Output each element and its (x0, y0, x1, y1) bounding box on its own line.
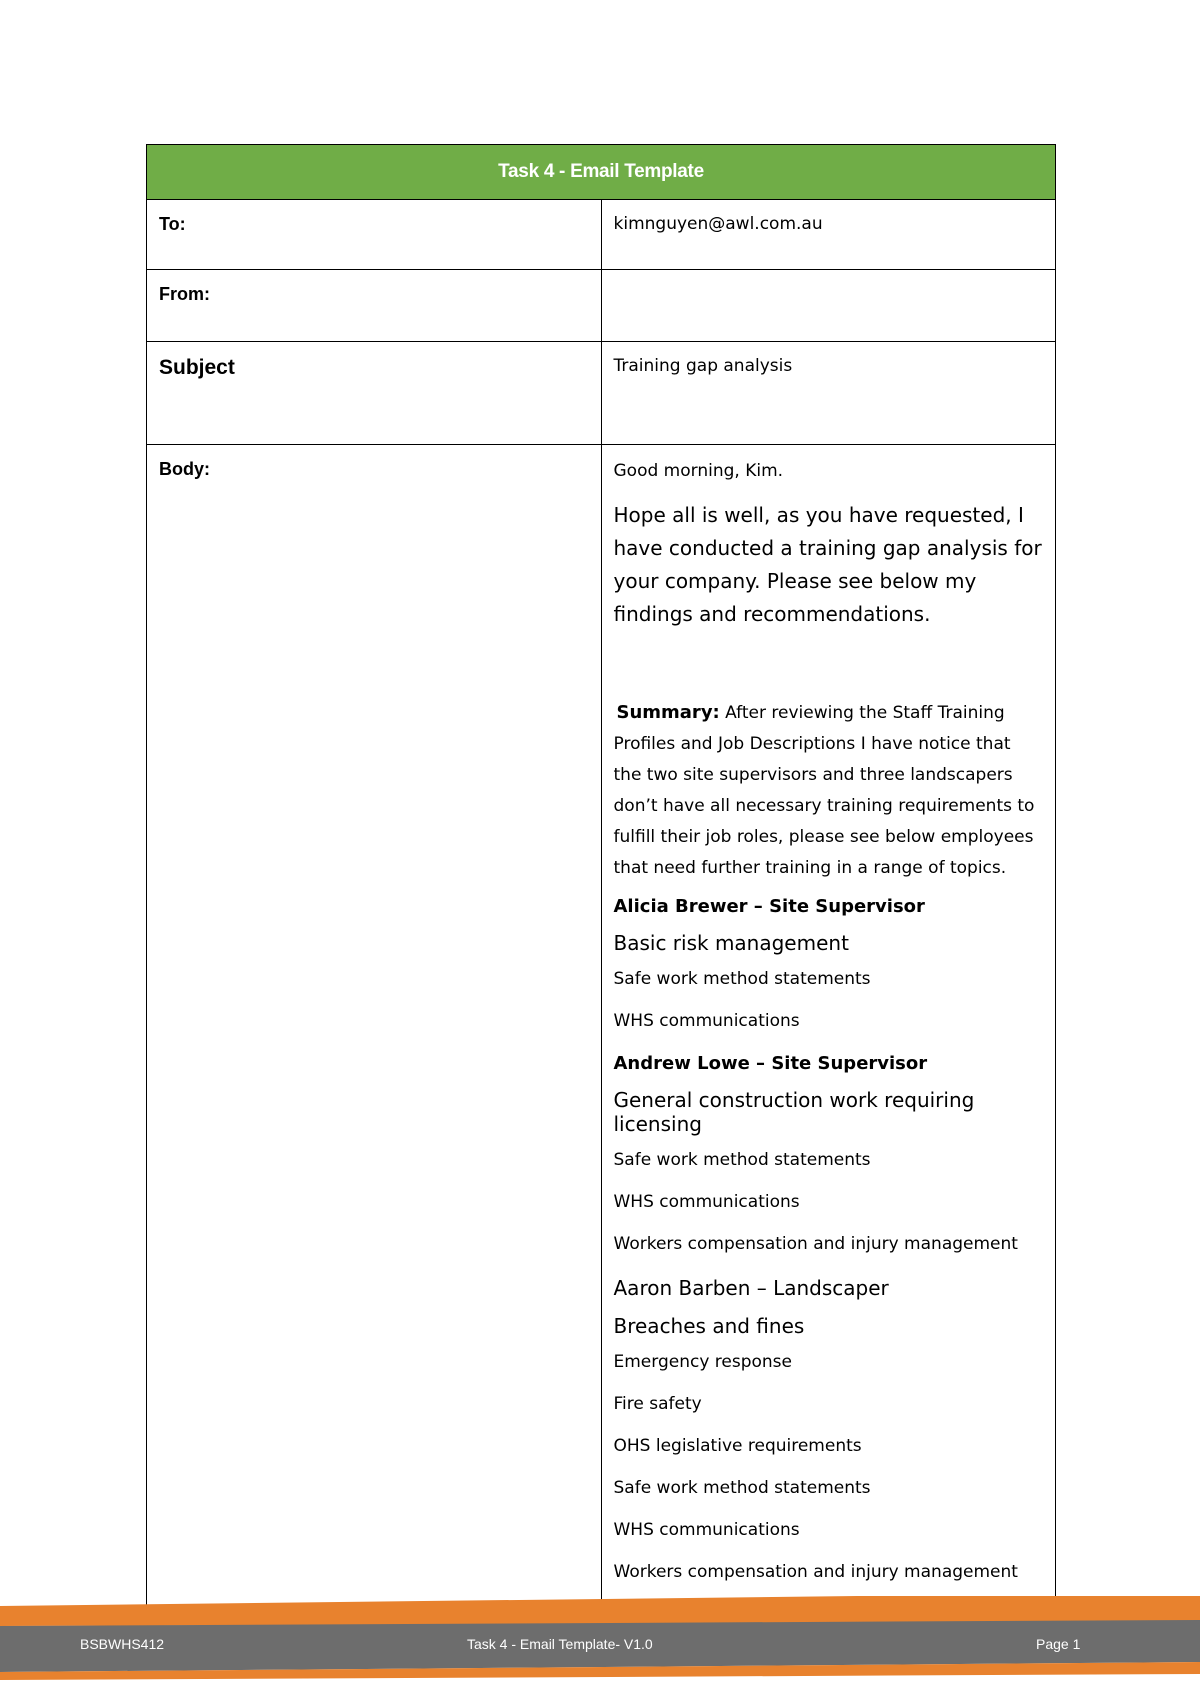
to-label: To: (147, 200, 602, 270)
summary-label: Summary: (616, 702, 720, 723)
footer-course-code: BSBWHS412 (80, 1636, 165, 1652)
training-topic: WHS communications (613, 1192, 800, 1212)
subject-value: Training gap analysis (601, 342, 1056, 445)
greeting: Good morning, Kim. (613, 461, 784, 481)
training-topic: Workers compensation and injury management (613, 1562, 1018, 1582)
training-topic: Basic risk management (613, 931, 849, 955)
training-topic: Workers compensation and injury management (613, 1234, 1018, 1254)
table-title: Task 4 - Email Template (147, 145, 1056, 200)
intro-paragraph: Hope all is well, as you have requested, I have conducted a training gap analysis for your company. Please see below my findings and recommendations. (613, 503, 1042, 626)
footer-page-number: Page 1 (1036, 1636, 1081, 1652)
training-topic: Safe work method statements (613, 1478, 871, 1498)
footer-document-title: Task 4 - Email Template- V1.0 (467, 1636, 653, 1652)
from-label: From: (147, 270, 602, 342)
from-value (601, 270, 1056, 342)
subject-label: Subject (147, 342, 602, 445)
employee-heading: Alicia Brewer – Site Supervisor (613, 896, 925, 917)
training-topic: Breaches and fines (613, 1314, 805, 1338)
training-topic: Safe work method statements (613, 969, 871, 989)
training-topic: Safe work method statements (613, 1150, 871, 1170)
page-footer (0, 1596, 1200, 1696)
training-topic: OHS legislative requirements (613, 1436, 862, 1456)
body-content (601, 445, 1056, 1643)
email-template-table (146, 144, 1056, 1643)
body-label: Body: (147, 445, 602, 1643)
employee-heading: Andrew Lowe – Site Supervisor (613, 1053, 928, 1074)
training-topic: General construction work requiring licensing (613, 1088, 975, 1136)
to-value: kimnguyen@awl.com.au (601, 200, 1056, 270)
training-topic: Emergency response (613, 1352, 792, 1372)
summary-paragraph (614, 697, 1044, 884)
training-topic: WHS communications (613, 1520, 800, 1540)
training-topic: Fire safety (613, 1394, 702, 1414)
summary-text: After reviewing the Staff Training Profiles and Job Descriptions I have notice that the two site supervisors and three landscapers don’t have all necessary training requirements to fulfill their job roles, please see below employees that need further training in a range of topics. (613, 703, 1035, 878)
employee-heading: Aaron Barben – Landscaper (613, 1276, 889, 1300)
training-topic: WHS communications (613, 1011, 800, 1031)
